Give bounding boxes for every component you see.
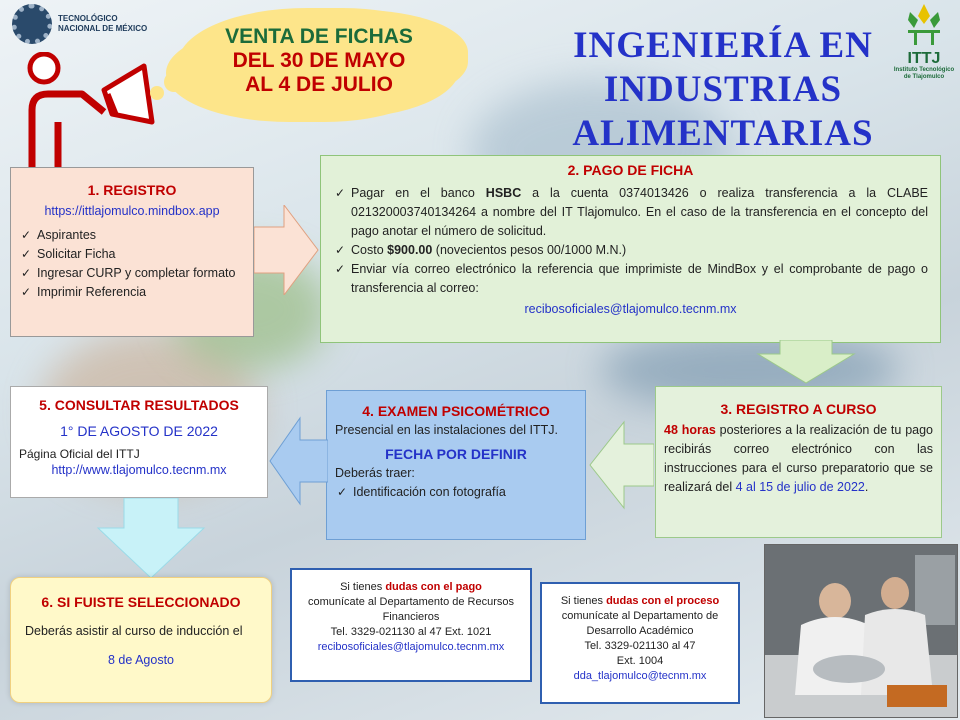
step2-text: (novecientos pesos 00/1000 M.N.) [432, 243, 627, 257]
doubts-ext: Ext. 1004 [616, 655, 664, 667]
hours-highlight: 48 horas [664, 423, 716, 437]
step4-list [335, 483, 577, 502]
list-item: ✓ Enviar vía correo electrónico la referencia que imprimiste de MindBox y el comprobante de pago o transferencia al correo: [333, 260, 928, 298]
list-item [333, 241, 928, 260]
tecnm-logo [12, 4, 162, 44]
list-item [333, 184, 928, 241]
step1-list [19, 226, 245, 302]
step4-title: 4. EXAMEN PSICOMÉTRICO [362, 403, 550, 419]
step2-list [333, 184, 928, 298]
gear-icon [12, 4, 52, 44]
step6-text: Deberás asistir al curso de inducción el [25, 624, 243, 638]
sale-dates-cloud [178, 8, 460, 118]
step3-body: . [864, 480, 869, 494]
doubts-email-link[interactable]: recibosoficiales@tlajomulco.tecnm.mx [317, 641, 505, 653]
course-dates: 4 al 15 de julio de 2022 [735, 480, 865, 494]
title-line: INGENIERÍA EN [573, 25, 873, 66]
step2-text: a la cuenta 0374013426 o realiza transferencia a la CLABE 021320003740134264 a nombre del IT Tlajomulco. En el caso de la transferencia en el concepto del pago anotar el número de solicitud. [351, 186, 928, 238]
page-title [548, 24, 898, 156]
doubts-line [298, 580, 524, 595]
doubts-department: comunícate al Departamento de Recursos Financieros [307, 596, 515, 623]
step5-resultados-box [10, 386, 268, 498]
step5-url-link[interactable]: http://www.tlajomulco.tecnm.mx [51, 463, 227, 477]
step2-email-link[interactable]: recibosoficiales@tlajomulco.tecnm.mx [524, 302, 737, 316]
doubts-highlight: dudas con el proceso [606, 595, 720, 607]
megaphone-person-icon [12, 52, 182, 172]
doubts-text: Si tienes [340, 581, 386, 593]
step4-date-subtitle: FECHA POR DEFINIR [385, 446, 527, 462]
cloud-heading: VENTA DE FICHAS [225, 25, 413, 48]
step3-body: posteriores a la realización de tu pago recibirás correo electrónico con las instrucciones para el curso preparatorio que se realizará del [664, 423, 933, 494]
step4-bring-label: Deberás traer: [335, 466, 415, 480]
step5-date: 1° DE AGOSTO DE 2022 [60, 423, 218, 439]
ittj-logo-text: ITTJ [907, 50, 941, 67]
tecnm-logo-text: TECNOLÓGICO NACIONAL DE MÉXICO [58, 14, 148, 33]
list-item: ✓ Aspirantes [19, 226, 245, 245]
step2-pago-box [320, 155, 941, 343]
list-item: ✓ Solicitar Ficha [19, 245, 245, 264]
cost-value: $900.00 [387, 243, 433, 257]
ittj-emblem-icon [904, 2, 944, 46]
list-item: ✓ Ingresar CURP y completar formato [19, 264, 245, 283]
cloud-date-end: AL 4 DE JULIO [245, 73, 393, 96]
doubts-phone: Tel. 3329-021130 al 47 [584, 640, 696, 652]
step6-date: 8 de Agosto [107, 653, 175, 667]
arrow-right-icon [254, 205, 320, 295]
doubts-text: Si tienes [560, 595, 607, 607]
arrow-down-icon [756, 340, 856, 384]
step1-registro-box [10, 167, 254, 337]
doubts-line [546, 594, 734, 609]
step5-title: 5. CONSULTAR RESULTADOS [39, 397, 239, 413]
doubts-department: comunícate al Departamento de Desarrollo Académico [561, 610, 719, 637]
arrow-down-icon [96, 498, 206, 580]
step3-text [664, 421, 933, 497]
payment-doubts-box [290, 568, 532, 682]
lab-photo [764, 544, 958, 718]
step3-registro-curso-box [655, 386, 942, 538]
step6-title: 6. SI FUISTE SELECCIONADO [41, 594, 241, 610]
step6-seleccionado-box [10, 577, 272, 703]
step1-title: 1. REGISTRO [87, 182, 177, 198]
step3-title: 3. REGISTRO A CURSO [720, 401, 877, 417]
step4-examen-box [326, 390, 586, 540]
doubts-highlight: dudas con el pago [385, 581, 482, 593]
list-item: ✓ Imprimir Referencia [19, 283, 245, 302]
arrow-left-icon [268, 416, 328, 506]
process-doubts-box [540, 582, 740, 704]
cloud-date-start: DEL 30 DE MAYO [232, 49, 406, 72]
step5-page-label: Página Oficial del ITTJ [19, 447, 140, 461]
doubts-email-link[interactable]: dda_tlajomulco@tecnm.mx [573, 670, 707, 682]
step2-title: 2. PAGO DE FICHA [567, 162, 694, 178]
step4-text: Presencial en las instalaciones del ITTJ. [335, 423, 559, 437]
lab-workers-image [765, 545, 958, 718]
arrow-left-icon [588, 420, 654, 510]
step1-url-link[interactable]: https://ittlajomulco.mindbox.app [44, 204, 220, 218]
title-line: INDUSTRIAS [603, 69, 843, 110]
bank-name: HSBC [485, 186, 522, 200]
title-line: ALIMENTARIAS [572, 113, 874, 154]
cloud-dot [150, 86, 164, 100]
ittj-logo [890, 2, 958, 80]
step2-text: Pagar en el banco [351, 186, 486, 200]
step2-text: Costo [351, 243, 388, 257]
list-item: ✓ Identificación con fotografía [335, 483, 577, 502]
doubts-phone: Tel. 3329-021130 al 47 Ext. 1021 [330, 626, 492, 638]
ittj-logo-subtitle: Instituto Tecnológico de Tlajomulco [893, 67, 955, 80]
